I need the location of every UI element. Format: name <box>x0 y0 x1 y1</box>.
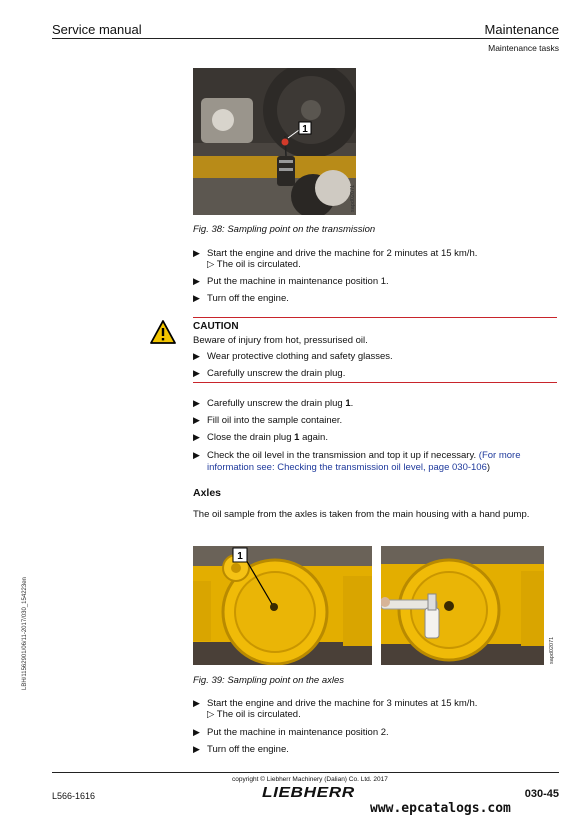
step-text: Carefully unscrew the drain plug. <box>207 368 346 379</box>
step-text: Start the engine and drive the machine for 3 minutes at 15 km/h. <box>207 698 478 709</box>
header-section-title: Maintenance <box>484 22 559 37</box>
step-arrow-icon: ▶ <box>193 248 200 258</box>
plug-number: 1 <box>294 432 300 443</box>
cross-reference-link-cont[interactable]: information see: Checking the transmission oil level, page 030-106 <box>207 462 487 473</box>
fig39-image-code: sapd02071 <box>549 636 555 664</box>
fig38-caption: Fig. 38: Sampling point on the transmission <box>193 224 376 235</box>
transmission-photo-art <box>193 68 356 215</box>
footer-model: L566-1616 <box>52 791 96 801</box>
result-triangle-icon: ▷ <box>207 259 215 270</box>
step-arrow-icon: ▶ <box>193 415 200 425</box>
step-result-2 <box>207 709 301 720</box>
step-text: Wear protective clothing and safety glasses. <box>207 351 393 362</box>
step-arrow-icon: ▶ <box>193 432 200 442</box>
axle-photo-left <box>193 546 372 665</box>
header-divider <box>52 38 559 39</box>
step-text-end: ) <box>486 462 491 473</box>
plug-number: 1 <box>345 398 351 409</box>
step-check-oil-level-cont <box>207 461 490 474</box>
fig39-callout-number: 1 <box>237 551 243 562</box>
header-subsection: Maintenance tasks <box>488 43 559 53</box>
step-text: Turn off the engine. <box>207 293 289 304</box>
result-text: The oil is circulated. <box>216 259 301 270</box>
fig39-caption: Fig. 39: Sampling point on the axles <box>193 675 345 686</box>
step-text: Put the machine in maintenance position 1. <box>207 276 389 287</box>
axles-text: The oil sample from the axles is taken from the main housing with a hand pump. <box>193 509 530 520</box>
step-arrow-icon: ▶ <box>193 727 200 737</box>
fig38-image-code: sapd02071 <box>350 184 356 212</box>
step-text: Put the machine in maintenance position 2. <box>207 727 389 738</box>
step-arrow-icon: ▶ <box>193 368 200 378</box>
step-arrow-icon: ▶ <box>193 398 200 408</box>
step-text: Close the drain plug <box>207 432 295 443</box>
footer-copyright: copyright © Liebherr Machinery (Dalian) Co. Ltd. 2017 <box>232 776 388 783</box>
caution-top-rule <box>193 317 557 318</box>
step-arrow-icon: ▶ <box>193 276 200 286</box>
step-text: Fill oil into the sample container. <box>207 415 343 426</box>
axles-heading: Axles <box>193 487 222 499</box>
step-text: Check the oil level in the transmission and top it up if necessary. <box>207 450 479 461</box>
caution-bottom-rule <box>193 382 557 383</box>
transmission-photo <box>193 68 356 215</box>
step-text: Carefully unscrew the drain plug <box>207 398 346 409</box>
axle-photo-right <box>381 546 544 665</box>
footer-page-number: 030-45 <box>524 788 559 800</box>
step-arrow-icon: ▶ <box>193 744 200 754</box>
result-text: The oil is circulated. <box>216 709 301 720</box>
step-arrow-icon: ▶ <box>193 450 200 460</box>
watermark-url: www.epcatalogs.com <box>370 801 511 816</box>
caution-title: CAUTION <box>193 321 239 332</box>
step-result-1 <box>207 259 301 270</box>
step-text-end: . <box>350 398 354 409</box>
step-text: Turn off the engine. <box>207 744 289 755</box>
step-arrow-icon: ▶ <box>193 351 200 361</box>
result-triangle-icon: ▷ <box>207 709 215 720</box>
step-arrow-icon: ▶ <box>193 698 200 708</box>
step-text: Start the engine and drive the machine for 2 minutes at 15 km/h. <box>207 248 478 259</box>
cross-reference-link[interactable]: (For more <box>478 450 521 461</box>
caution-text: Beware of injury from hot, pressurised oil. <box>193 335 368 346</box>
liebherr-logo: LIEBHERR <box>262 784 355 801</box>
fig38-callout-number: 1 <box>302 124 308 135</box>
footer-divider <box>52 772 559 773</box>
step-text-end: again. <box>299 432 328 443</box>
step-arrow-icon: ▶ <box>193 293 200 303</box>
document-id-vertical: LBH/11562901/06/11-2017/030_154223en <box>22 577 28 690</box>
warning-triangle-icon <box>150 320 176 344</box>
header-manual-title: Service manual <box>52 22 142 37</box>
